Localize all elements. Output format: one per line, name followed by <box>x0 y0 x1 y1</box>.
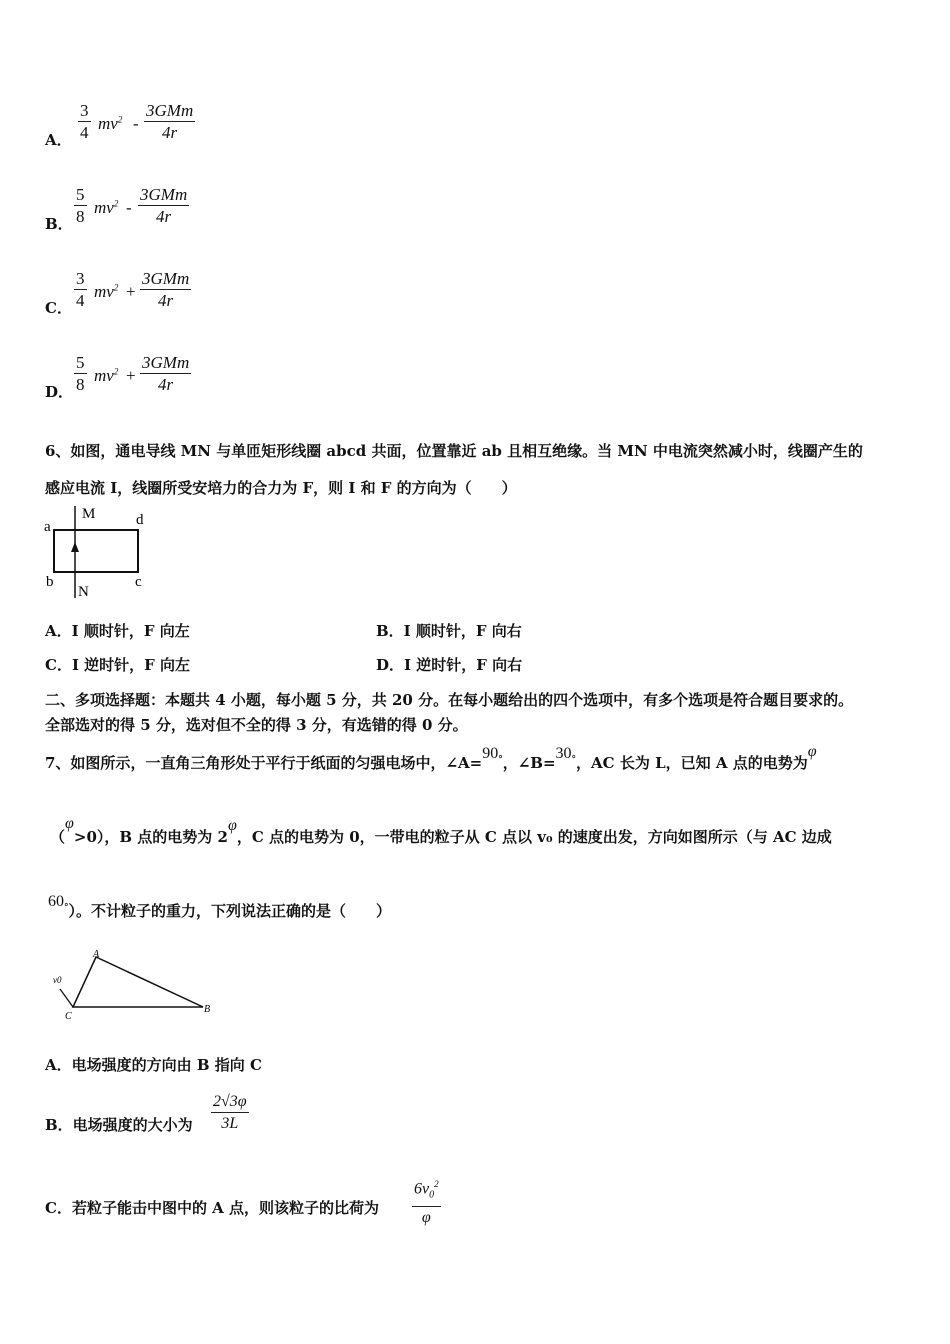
label-d: d <box>136 512 144 528</box>
mv-term: $mv^2$ <box>98 114 123 133</box>
q6-figure-coil <box>40 500 160 602</box>
q6-option-a: A．I 顺时针，F 向左 <box>45 622 190 640</box>
current-arrow-icon <box>71 542 79 552</box>
gravity-fraction: 3GMm 4r <box>142 353 190 394</box>
phi-symbol: φ <box>227 817 237 834</box>
q7-stem-line2: （φ>0），B 点的电势为 2φ，C 点的电势为 0，一带电的粒子从 C 点以 v₀ 的速度出发，方向如图所示（与 AC 边成 <box>50 815 832 846</box>
coefficient-fraction: $\frac{3}{4}$ <box>76 269 85 310</box>
mv-term: $mv^2$ <box>94 366 119 385</box>
q6-stem-line2: 感应电流 I，线圈所受安培力的合力为 F，则 I 和 F 的方向为（ ） <box>45 479 517 497</box>
label-m: M <box>82 506 96 522</box>
q7-option-a: A．电场强度的方向由 B 指向 C <box>45 1056 262 1074</box>
gravity-fraction: 3GMm 4r <box>140 185 188 226</box>
mv-term: $mv^2$ <box>94 282 119 301</box>
q6-option-c: C．I 逆时针，F 向左 <box>45 656 191 674</box>
operator: - <box>126 198 132 217</box>
label-b: B <box>204 1004 211 1015</box>
q6-stem-line1: 6、如图，通电导线 MN 与单匝矩形线圈 abcd 共面，位置靠近 ab 且相互绝缘。当 MN 中电流突然减小时，线圈产生的 <box>45 442 863 460</box>
coefficient-fraction: $\frac{5}{8}$ <box>76 185 85 226</box>
label-a: a <box>44 519 51 535</box>
label-c: c <box>135 574 142 590</box>
q7-stem-line3: 60°）。不计粒子的重力，下列说法正确的是（ ） <box>48 893 392 920</box>
angle-c-value: 60 <box>48 893 64 910</box>
q7-figure-triangle <box>48 945 218 1025</box>
section2-instructions-line2: 全部选对的得 5 分，选对但不全的得 3 分，有选错的得 0 分。 <box>45 716 468 734</box>
option-label: B． <box>45 215 73 233</box>
triangle-abc <box>73 957 203 1007</box>
option-label: A． <box>45 131 72 149</box>
operator: - <box>133 114 139 133</box>
q6-option-b: B．I 顺时针，F 向右 <box>376 622 522 640</box>
phi-symbol: φ <box>65 815 74 832</box>
label-b: b <box>46 574 54 590</box>
coefficient-fraction: $\frac{3}{4}$ <box>80 101 89 142</box>
field-strength-fraction: $\frac{2√3\varphi}{3L}$ <box>213 1093 247 1132</box>
option-b-text: B．电场强度的大小为 <box>45 1116 193 1134</box>
operator: + <box>126 282 136 301</box>
q6-option-d: D．I 逆时针，F 向右 <box>376 656 523 674</box>
q7-stem-line1: 7、如图所示，一直角三角形处于平行于纸面的匀强电场中，∠A=90°，∠B=30°，AC 长为 L，已知 A 点的电势为φ <box>45 743 817 772</box>
option-label: C． <box>45 299 72 317</box>
angle-b-value: 30 <box>555 745 572 762</box>
label-c: C <box>65 1011 72 1022</box>
angle-a-value: 90 <box>482 745 499 762</box>
label-a: A <box>93 949 100 960</box>
mv-term: $mv^2$ <box>94 198 119 217</box>
gravity-fraction: 3GMm 4r <box>142 269 190 310</box>
operator: + <box>126 366 136 385</box>
label-n: N <box>78 584 89 600</box>
section2-instructions-line1: 二、多项选择题：本题共 4 小题，每小题 5 分，共 20 分。在每小题给出的四个选项中，有多个选项是符合题目要求的。 <box>45 691 854 709</box>
option-label: D． <box>45 383 74 401</box>
gravity-fraction: 3GMm 4r <box>146 101 194 142</box>
velocity-vector <box>60 989 73 1007</box>
option-c-text: C．若粒子能击中图中的 A 点，则该粒子的比荷为 <box>45 1199 380 1217</box>
coil-rectangle <box>54 530 138 572</box>
phi-symbol: φ <box>807 743 817 760</box>
charge-mass-ratio-fraction: $\frac{6v_0^2}{\varphi}$ <box>412 1174 441 1229</box>
coefficient-fraction: $\frac{5}{8}$ <box>76 353 85 394</box>
label-v0: v0 <box>53 975 62 985</box>
